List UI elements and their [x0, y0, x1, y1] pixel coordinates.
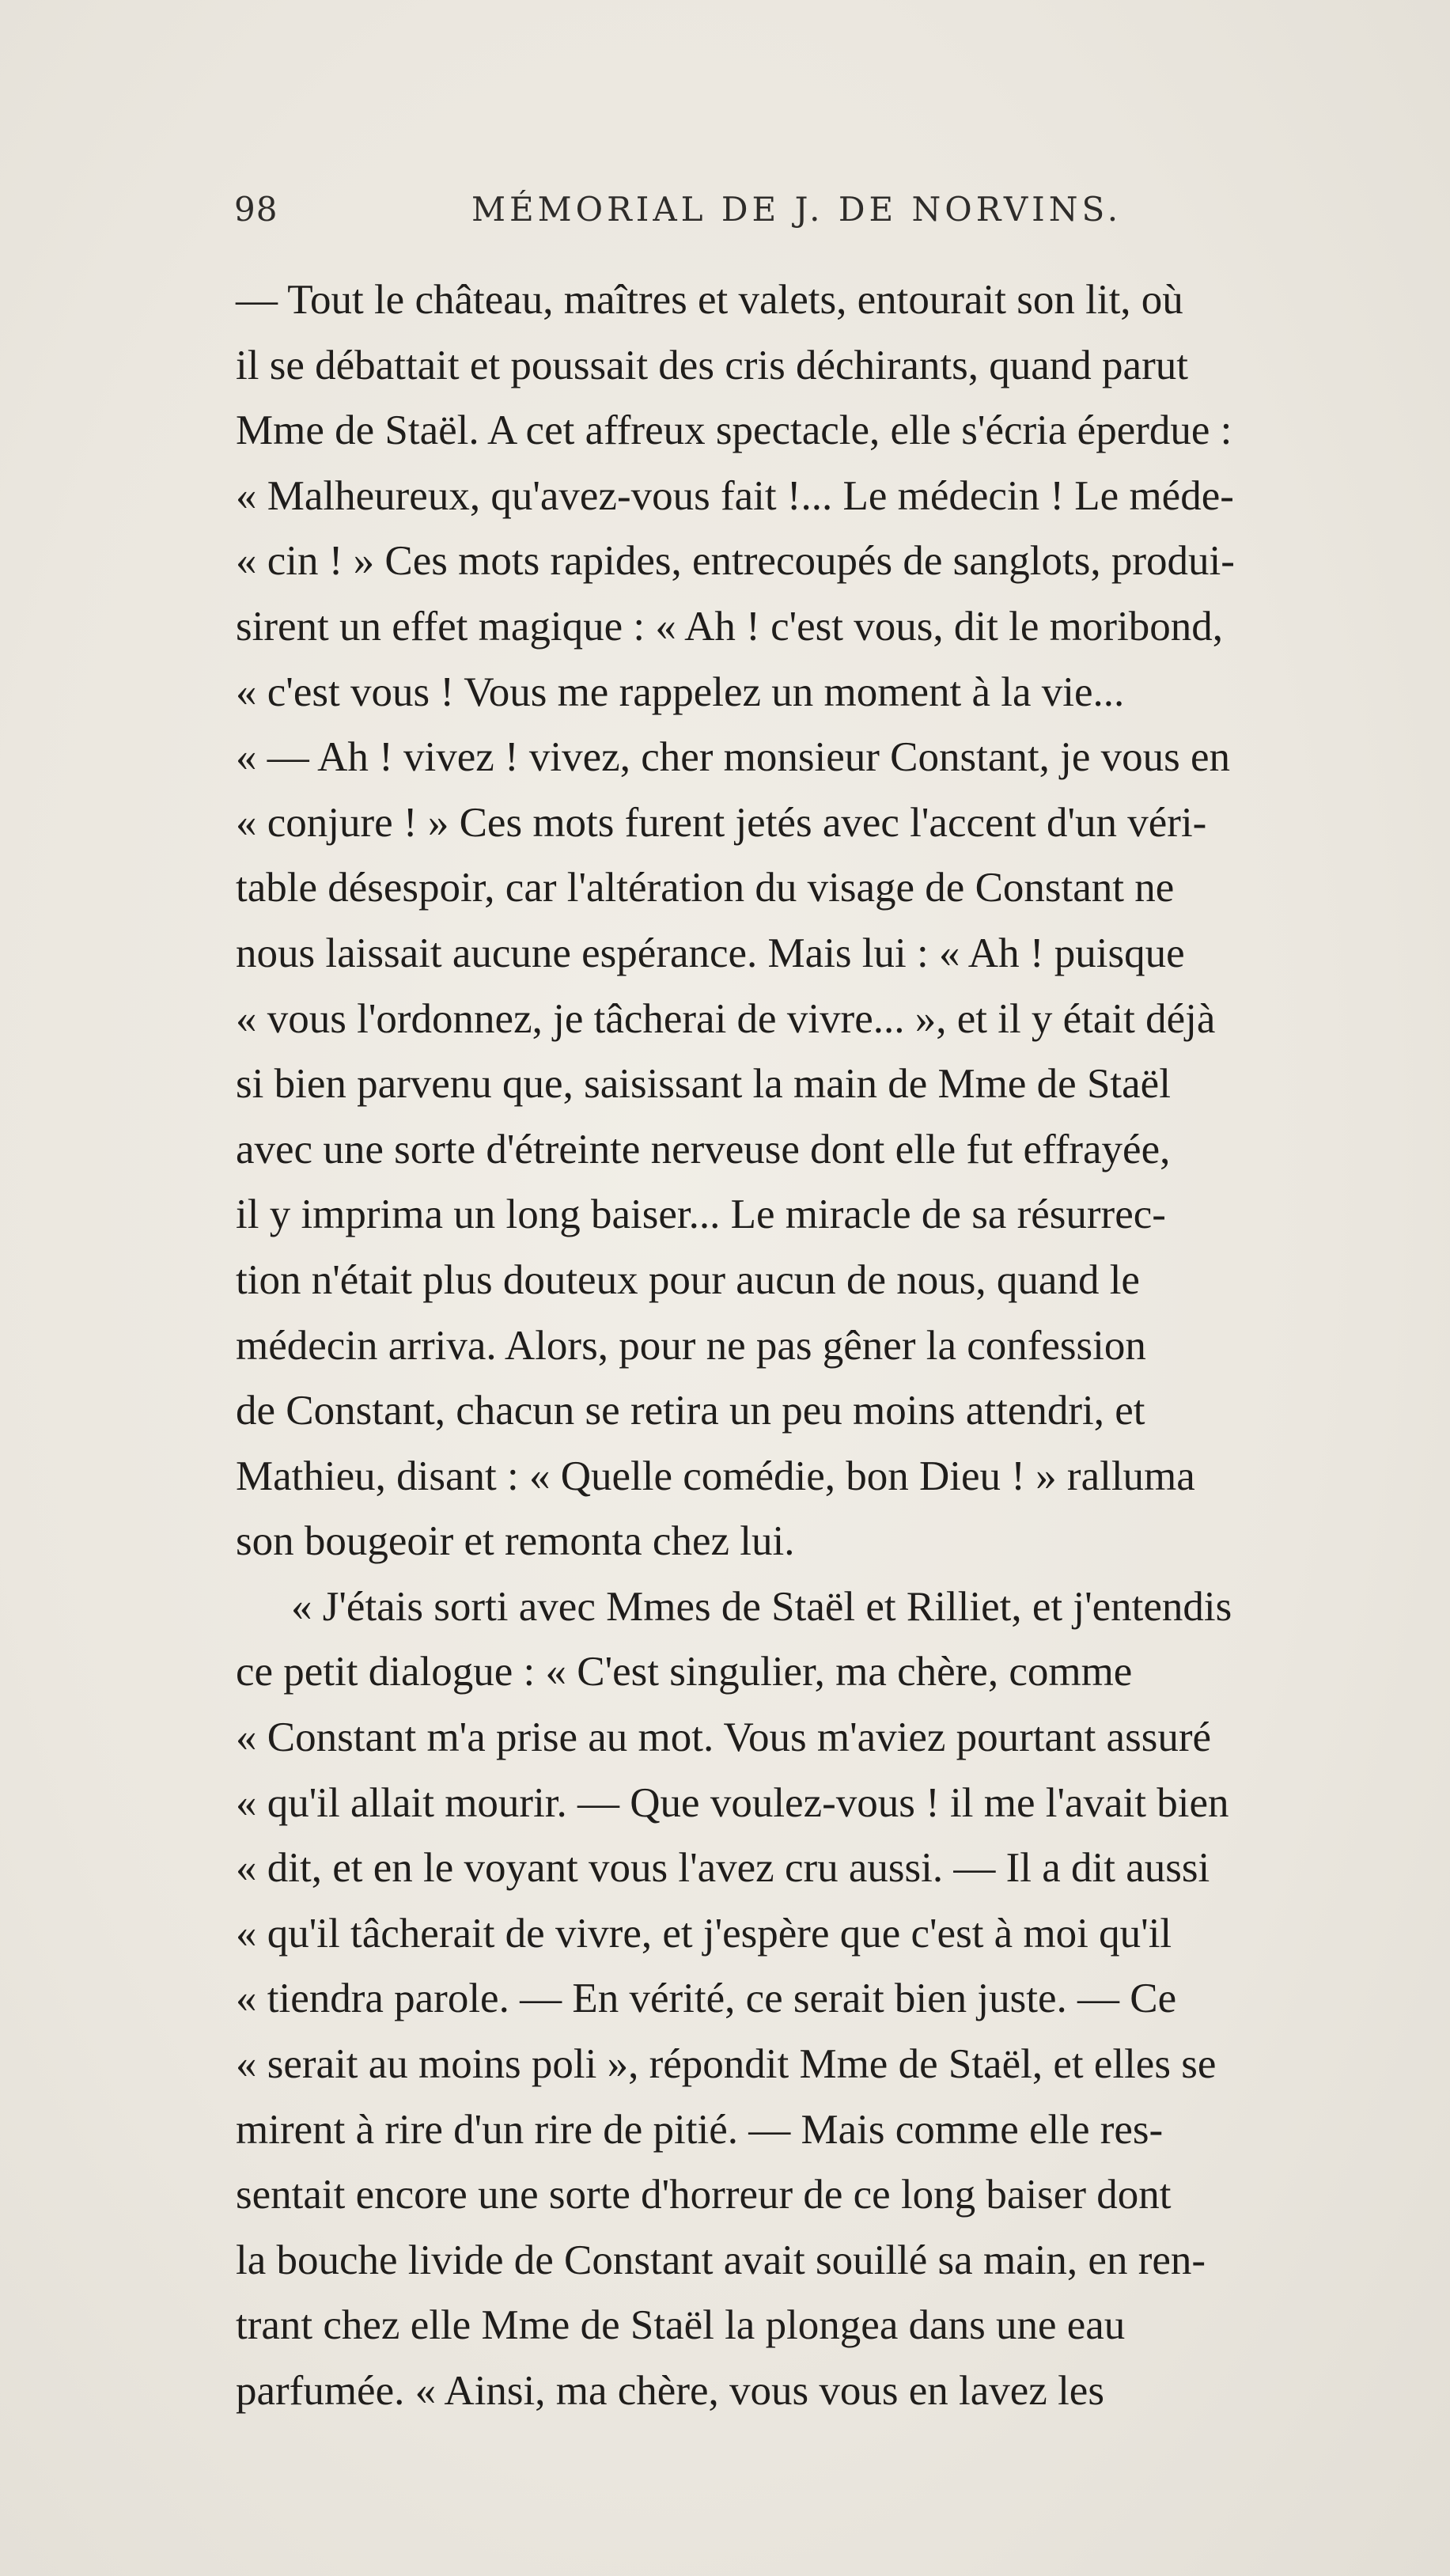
text-line: médecin arriva. Alors, pour ne pas gêner la confession [236, 1322, 1146, 1369]
text-line: tion n'était plus douteux pour aucun de nous, quand le [236, 1256, 1140, 1303]
text-line: de Constant, chacun se retira un peu moins attendri, et [236, 1388, 1145, 1434]
text-line: « — Ah ! vivez ! vivez, cher monsieur Constant, je vous en [236, 734, 1230, 781]
text-line: table désespoir, car l'altération du visage de Constant ne [236, 865, 1175, 911]
running-title: MÉMORIAL DE J. DE NORVINS. [471, 190, 1123, 229]
text-line: parfumée. « Ainsi, ma chère, vous vous en lavez les [236, 2368, 1104, 2414]
text-line: « conjure ! » Ces mots furent jetés avec l'accent d'un véri- [236, 799, 1207, 846]
page-number: 98 [234, 190, 278, 229]
text-line: « vous l'ordonnez, je tâcherai de vivre... », et il y était déjà [236, 995, 1216, 1042]
body-text [236, 267, 1422, 2424]
text-line: « Constant m'a prise au mot. Vous m'aviez pourtant assuré [236, 1714, 1212, 1761]
text-line: « cin ! » Ces mots rapides, entrecoupés de sanglots, produi- [236, 538, 1235, 585]
text-line: sentait encore une sorte d'horreur de ce long baiser dont [236, 2172, 1172, 2218]
text-line: « Malheureux, qu'avez-vous fait !... Le médecin ! Le méde- [236, 472, 1234, 519]
text-line: ce petit dialogue : « C'est singulier, ma chère, comme [236, 1649, 1133, 1695]
text-line: sirent un effet magique : « Ah ! c'est vous, dit le moribond, [236, 603, 1223, 650]
text-line: « c'est vous ! Vous me rappelez un moment à la vie... [236, 669, 1125, 715]
text-line: avec une sorte d'étreinte nerveuse dont elle fut effrayée, [236, 1126, 1171, 1172]
text-line: il se débattait et poussait des cris déchirants, quand parut [236, 342, 1188, 388]
text-line: « qu'il tâcherait de vivre, et j'espère que c'est à moi qu'il [236, 1910, 1172, 1957]
text-line: Mme de Staël. A cet affreux spectacle, elle s'écria éperdue : [236, 407, 1232, 454]
text-line: « J'étais sorti avec Mmes de Staël et Rilliet, et j'entendis [291, 1583, 1232, 1630]
page-header [234, 184, 1286, 239]
text-line: si bien parvenu que, saisissant la main de Mme de Staël [236, 1061, 1171, 1108]
text-line: la bouche livide de Constant avait souillé sa main, en ren- [236, 2237, 1206, 2283]
text-line: « serait au moins poli », répondit Mme de Staël, et elles se [236, 2041, 1217, 2088]
text-line: « dit, et en le voyant vous l'avez cru aussi. — Il a dit aussi [236, 1845, 1210, 1892]
text-line: « tiendra parole. — En vérité, ce serait bien juste. — Ce [236, 1976, 1177, 2022]
text-line: Mathieu, disant : « Quelle comédie, bon Dieu ! » ralluma [236, 1453, 1195, 1499]
text-line: « qu'il allait mourir. — Que voulez-vous ! il me l'avait bien [236, 1779, 1229, 1826]
text-line: — Tout le château, maîtres et valets, entourait son lit, où [236, 277, 1183, 323]
text-line: trant chez elle Mme de Staël la plongea dans une eau [236, 2302, 1126, 2349]
text-line: nous laissait aucune espérance. Mais lui : « Ah ! puisque [236, 930, 1185, 976]
text-line: il y imprima un long baiser... Le miracle de sa résurrec- [236, 1191, 1166, 1238]
text-line: mirent à rire d'un rire de pitié. — Mais comme elle res- [236, 2106, 1164, 2153]
text-line: son bougeoir et remonta chez lui. [236, 1518, 795, 1565]
